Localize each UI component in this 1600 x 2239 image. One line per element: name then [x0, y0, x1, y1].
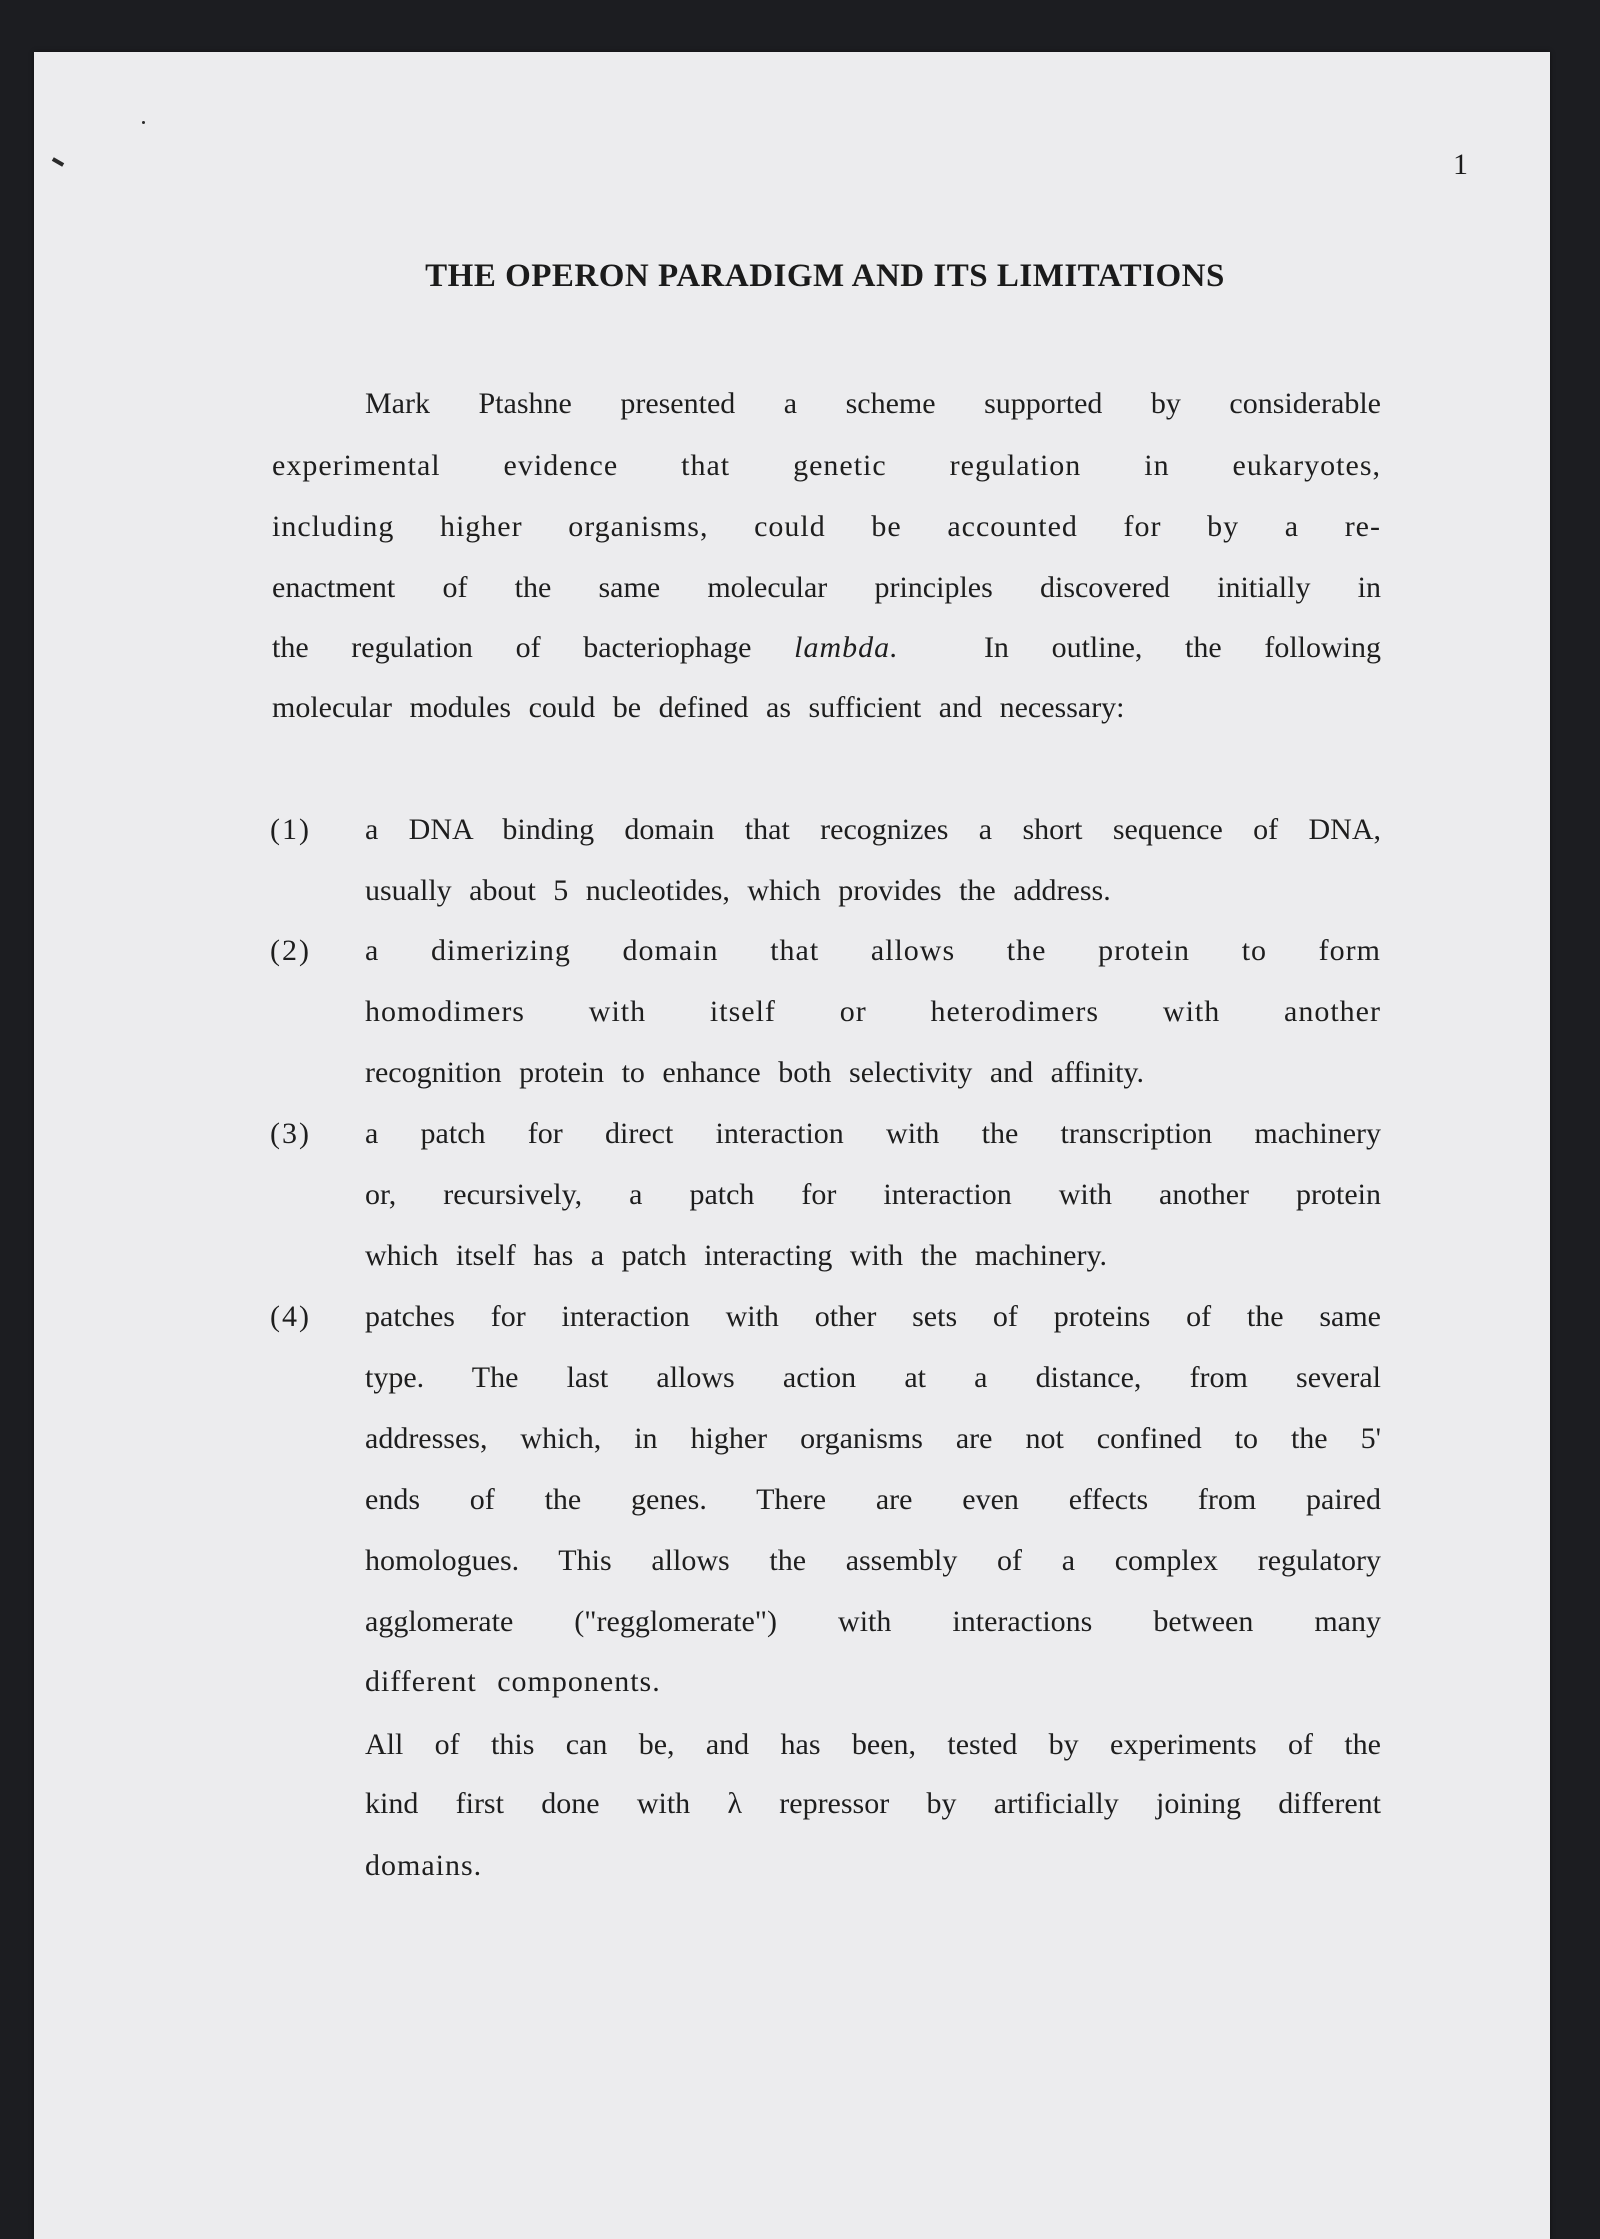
intro-line: molecular modules could be defined as sufficient and necessary:: [272, 691, 1125, 724]
intro-text: the regulation of bacteriophage: [272, 631, 752, 664]
item-number: (1): [270, 813, 311, 846]
item-number: (4): [270, 1300, 311, 1333]
intro-line-with-italic: [272, 630, 1381, 666]
italic-term: lambda.: [794, 631, 899, 664]
item-line: different components.: [365, 1665, 661, 1698]
item-line: a DNA binding domain that recognizes a short sequence of DNA,: [365, 813, 1381, 846]
closing-text: kind first done with: [365, 1787, 691, 1820]
item-number: (2): [270, 934, 311, 967]
intro-line: experimental evidence that genetic regulation in eukaryotes,: [272, 449, 1381, 482]
document-title: THE OPERON PARADIGM AND ITS LIMITATIONS: [425, 258, 1225, 294]
item-line: type. The last allows action at a distance, from several: [365, 1361, 1381, 1394]
intro-text: In outline, the following: [983, 631, 1382, 664]
page-number: 1: [1453, 148, 1468, 181]
closing-text: repressor by artificially joining different: [779, 1787, 1382, 1820]
item-line: a dimerizing domain that allows the protein to form: [365, 934, 1381, 967]
item-line: patches for interaction with other sets of proteins of the same: [365, 1300, 1381, 1333]
lambda-symbol: λ: [727, 1787, 742, 1820]
closing-line: domains.: [365, 1849, 483, 1882]
item-line: or, recursively, a patch for interaction with another protein: [365, 1178, 1381, 1211]
item-line: homodimers with itself or heterodimers with another: [365, 995, 1381, 1028]
item-line: agglomerate ("regglomerate") with interactions between many: [365, 1605, 1381, 1638]
intro-line: Mark Ptashne presented a scheme supported by considerable: [365, 387, 1381, 420]
item-line: ends of the genes. There are even effects from paired: [365, 1483, 1381, 1516]
item-line: homologues. This allows the assembly of a complex regulatory: [365, 1544, 1381, 1577]
closing-line-with-symbol: [365, 1786, 1381, 1822]
item-line: addresses, which, in higher organisms are not confined to the 5': [365, 1422, 1381, 1455]
intro-line: enactment of the same molecular principles discovered initially in: [272, 571, 1381, 604]
item-line: which itself has a patch interacting with the machinery.: [365, 1239, 1107, 1272]
item-line: a patch for direct interaction with the transcription machinery: [365, 1117, 1381, 1150]
item-number: (3): [270, 1117, 311, 1150]
intro-line: including higher organisms, could be accounted for by a re-: [272, 510, 1381, 543]
scan-mark: [142, 121, 145, 124]
item-line: usually about 5 nucleotides, which provides the address.: [365, 874, 1111, 907]
item-line: recognition protein to enhance both selectivity and affinity.: [365, 1056, 1144, 1089]
closing-line: All of this can be, and has been, tested by experiments of the: [365, 1728, 1381, 1761]
